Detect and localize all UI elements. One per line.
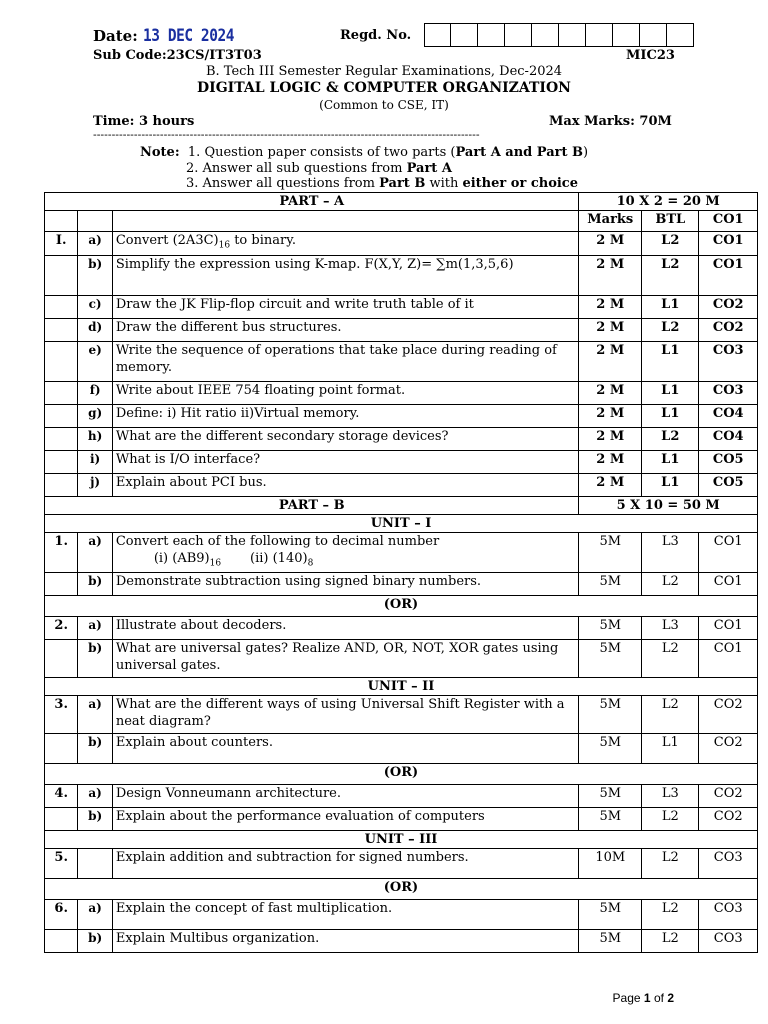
question-text: Define: i) Hit ratio ii)Virtual memory. <box>112 404 579 427</box>
regd-box[interactable] <box>532 23 559 47</box>
unit-row <box>45 831 758 849</box>
instructions-note <box>140 145 588 192</box>
empty-cell <box>78 849 112 879</box>
sub-question-label: a) <box>78 617 112 640</box>
empty-cell <box>112 211 579 232</box>
question-number: 6. <box>45 900 78 930</box>
col-btl-header: BTL <box>642 211 699 232</box>
date-field <box>93 26 250 46</box>
question-text: Draw the different bus structures. <box>112 318 579 341</box>
table-row <box>45 473 758 496</box>
marks-value: 5M <box>579 808 642 831</box>
question-text: What are universal gates? Realize AND, OR, NOT, XOR gates using universal gates. <box>112 640 579 678</box>
header-divider: -------------------------------------------------------------------------------------------------------- <box>93 128 480 141</box>
unit-1-title: UNIT – I <box>45 514 758 532</box>
co-value: CO2 <box>699 318 758 341</box>
btl-value: L1 <box>642 295 699 318</box>
sub-question-label: c) <box>78 295 112 318</box>
question-number: 2. <box>45 617 78 640</box>
unit-2-title: UNIT – II <box>45 678 758 696</box>
note-line-2-bold: Part A <box>406 160 452 176</box>
co-value: CO4 <box>699 427 758 450</box>
question-text: What are the different ways of using Universal Shift Register with a neat diagram? <box>112 696 579 734</box>
btl-value: L2 <box>642 573 699 596</box>
sub-question-label: e) <box>78 341 112 381</box>
btl-value: L3 <box>642 532 699 573</box>
sub-question-label: d) <box>78 318 112 341</box>
part-b-header-row <box>45 496 758 514</box>
of-word: of <box>653 991 664 1005</box>
regd-box[interactable] <box>424 23 451 47</box>
table-row <box>45 450 758 473</box>
sub-question-label: b) <box>78 573 112 596</box>
co-value: CO1 <box>699 232 758 256</box>
co-value: CO3 <box>699 381 758 404</box>
or-label: (OR) <box>45 879 758 900</box>
table-row <box>45 617 758 640</box>
empty-cell <box>45 427 78 450</box>
question-paper-table <box>44 192 758 953</box>
or-label: (OR) <box>45 764 758 785</box>
sub-question-label: b) <box>78 808 112 831</box>
table-row <box>45 427 758 450</box>
col-co-header: CO1 <box>699 211 758 232</box>
marks-value: 2 M <box>579 318 642 341</box>
common-to: (Common to CSE, IT) <box>319 98 449 112</box>
sub-question-label: b) <box>78 930 112 953</box>
empty-cell <box>45 341 78 381</box>
regd-box[interactable] <box>478 23 505 47</box>
table-row <box>45 255 758 295</box>
page-footer <box>613 991 674 1005</box>
or-row <box>45 764 758 785</box>
sub-question-label: a) <box>78 696 112 734</box>
marks-value: 5M <box>579 734 642 764</box>
or-row <box>45 596 758 617</box>
co-value: CO3 <box>699 900 758 930</box>
exam-title: B. Tech III Semester Regular Examinations, Dec-2024 <box>205 64 563 79</box>
marks-value: 5M <box>579 785 642 808</box>
marks-value: 2 M <box>579 295 642 318</box>
base-subscript: 16 <box>209 558 222 569</box>
btl-value: L2 <box>642 427 699 450</box>
question-text <box>112 232 579 256</box>
question-text-line: Convert each of the following to decimal number <box>115 533 440 549</box>
table-row <box>45 930 758 953</box>
table-row <box>45 900 758 930</box>
marks-value: 5M <box>579 696 642 734</box>
btl-value: L1 <box>642 341 699 381</box>
table-row <box>45 734 758 764</box>
empty-cell <box>45 808 78 831</box>
btl-value: L1 <box>642 381 699 404</box>
question-number: 1. <box>45 532 78 573</box>
marks-value: 5M <box>579 930 642 953</box>
question-text: Draw the JK Flip-flop circuit and write truth table of it <box>112 295 579 318</box>
max-marks: Max Marks: 70M <box>549 114 672 129</box>
empty-cell <box>78 211 112 232</box>
question-text: Write about IEEE 754 floating point format. <box>112 381 579 404</box>
marks-value: 10M <box>579 849 642 879</box>
co-value: CO3 <box>699 341 758 381</box>
question-text: Simplify the expression using K-map. F(X,Y, Z)= ∑m(1,3,5,6) <box>112 255 579 295</box>
empty-cell <box>45 255 78 295</box>
note-line-3-mid: with <box>425 176 463 191</box>
table-row <box>45 696 758 734</box>
marks-value: 2 M <box>579 232 642 256</box>
marks-value: 5M <box>579 640 642 678</box>
empty-cell <box>45 930 78 953</box>
empty-cell <box>45 404 78 427</box>
table-row <box>45 404 758 427</box>
base-subscript: 16 <box>218 240 231 251</box>
marks-value: 2 M <box>579 427 642 450</box>
marks-value: 5M <box>579 617 642 640</box>
btl-value: L2 <box>642 318 699 341</box>
co-value: CO4 <box>699 404 758 427</box>
empty-cell <box>45 473 78 496</box>
table-row <box>45 808 758 831</box>
regd-number-boxes[interactable] <box>424 23 694 47</box>
co-value: CO2 <box>699 295 758 318</box>
question-text: Write the sequence of operations that take place during reading of memory. <box>112 341 579 381</box>
note-line-3-bold1: Part B <box>379 176 426 191</box>
co-value: CO5 <box>699 473 758 496</box>
marks-value: 5M <box>579 900 642 930</box>
question-text: Explain addition and subtraction for signed numbers. <box>112 849 579 879</box>
question-text <box>112 532 579 573</box>
regd-box[interactable] <box>613 23 640 47</box>
regd-box[interactable] <box>451 23 478 47</box>
co-value: CO1 <box>699 640 758 678</box>
table-row <box>45 573 758 596</box>
question-text: What is I/O interface? <box>112 450 579 473</box>
unit-row <box>45 678 758 696</box>
question-number: 5. <box>45 849 78 879</box>
date-value: 13 DEC 2024 <box>142 26 234 46</box>
btl-value: L2 <box>642 849 699 879</box>
col-marks-header: Marks <box>579 211 642 232</box>
note-line-1: 1. Question paper consists of two parts ( <box>187 145 456 160</box>
co-value: CO2 <box>699 808 758 831</box>
note-line-1-bold: Part A and Part B <box>455 145 584 160</box>
sub-question-label: a) <box>78 232 112 256</box>
question-text: What are the different secondary storage devices? <box>112 427 579 450</box>
page-number: 1 <box>643 991 651 1005</box>
part-b-marks-summary: 5 X 10 = 50 M <box>579 496 758 514</box>
btl-value: L1 <box>642 734 699 764</box>
regd-box[interactable] <box>559 23 586 47</box>
date-label: Date: <box>93 27 138 45</box>
empty-cell <box>45 573 78 596</box>
regd-box[interactable] <box>586 23 613 47</box>
table-row <box>45 318 758 341</box>
question-number: I. <box>45 232 78 256</box>
marks-value: 2 M <box>579 255 642 295</box>
regd-box[interactable] <box>667 23 694 47</box>
sub-code: Sub Code:23CS/IT3T03 <box>93 48 262 63</box>
question-text: Explain Multibus organization. <box>112 930 579 953</box>
sub-question-label: b) <box>78 640 112 678</box>
sub-question-label: g) <box>78 404 112 427</box>
table-row <box>45 849 758 879</box>
marks-value: 5M <box>579 573 642 596</box>
table-row <box>45 640 758 678</box>
co-value: CO2 <box>699 785 758 808</box>
empty-cell <box>45 211 78 232</box>
table-row <box>45 785 758 808</box>
btl-value: L1 <box>642 404 699 427</box>
question-text: Explain the concept of fast multiplication. <box>112 900 579 930</box>
conversion-item-2: (ii) (140) <box>250 550 308 566</box>
empty-cell <box>45 450 78 473</box>
or-label: (OR) <box>45 596 758 617</box>
question-text: Explain about PCI bus. <box>112 473 579 496</box>
empty-cell <box>45 295 78 318</box>
table-row <box>45 232 758 256</box>
empty-cell <box>45 381 78 404</box>
btl-value: L2 <box>642 900 699 930</box>
co-value: CO2 <box>699 696 758 734</box>
note-line-3-bold2: either or choice <box>462 176 578 191</box>
sub-question-label: f) <box>78 381 112 404</box>
marks-value: 2 M <box>579 381 642 404</box>
btl-value: L3 <box>642 785 699 808</box>
co-value: CO3 <box>699 930 758 953</box>
question-text: Design Vonneumann architecture. <box>112 785 579 808</box>
unit-row <box>45 514 758 532</box>
marks-value: 5M <box>579 532 642 573</box>
btl-value: L2 <box>642 808 699 831</box>
sub-question-label: h) <box>78 427 112 450</box>
co-value: CO1 <box>699 617 758 640</box>
table-row <box>45 341 758 381</box>
page-total: 2 <box>667 991 674 1005</box>
note-label: Note: <box>140 145 180 160</box>
sub-question-label: j) <box>78 473 112 496</box>
empty-cell <box>45 640 78 678</box>
co-value: CO2 <box>699 734 758 764</box>
marks-value: 2 M <box>579 341 642 381</box>
part-a-column-header-row <box>45 211 758 232</box>
unit-3-title: UNIT – III <box>45 831 758 849</box>
marks-value: 2 M <box>579 450 642 473</box>
btl-value: L2 <box>642 232 699 256</box>
btl-value: L3 <box>642 617 699 640</box>
sub-question-label: i) <box>78 450 112 473</box>
co-value: CO1 <box>699 255 758 295</box>
part-b-title: PART – B <box>45 496 579 514</box>
question-text: Explain about counters. <box>112 734 579 764</box>
table-row <box>45 381 758 404</box>
question-number: 4. <box>45 785 78 808</box>
regd-label: Regd. No. <box>340 28 412 43</box>
question-number: 3. <box>45 696 78 734</box>
marks-value: 2 M <box>579 404 642 427</box>
exam-time: Time: 3 hours <box>93 114 195 129</box>
part-a-header-row <box>45 193 758 211</box>
note-line-1-end: ) <box>583 145 589 160</box>
sub-question-label: a) <box>78 532 112 573</box>
sub-question-label: b) <box>78 255 112 295</box>
co-value: CO1 <box>699 573 758 596</box>
table-row <box>45 532 758 573</box>
question-text: Explain about the performance evaluation of computers <box>112 808 579 831</box>
btl-value: L2 <box>642 255 699 295</box>
question-text-part: Convert (2A3C) <box>115 233 219 248</box>
co-value: CO3 <box>699 849 758 879</box>
btl-value: L2 <box>642 930 699 953</box>
question-text-part: to binary. <box>230 233 296 248</box>
co-value: CO5 <box>699 450 758 473</box>
btl-value: L2 <box>642 640 699 678</box>
or-row <box>45 879 758 900</box>
course-title: DIGITAL LOGIC & COMPUTER ORGANIZATION <box>197 80 571 96</box>
question-text: Demonstrate subtraction using signed binary numbers. <box>112 573 579 596</box>
empty-cell <box>45 318 78 341</box>
co-value: CO1 <box>699 532 758 573</box>
sub-question-label: b) <box>78 734 112 764</box>
regd-box[interactable] <box>640 23 667 47</box>
sub-question-label: a) <box>78 785 112 808</box>
part-a-marks-summary: 10 X 2 = 20 M <box>579 193 758 211</box>
table-row <box>45 295 758 318</box>
sub-question-label: a) <box>78 900 112 930</box>
base-subscript: 8 <box>307 558 314 569</box>
regulation-code: MIC23 <box>626 48 675 63</box>
page-word: Page <box>612 991 641 1005</box>
marks-value: 2 M <box>579 473 642 496</box>
question-text: Illustrate about decoders. <box>112 617 579 640</box>
regd-box[interactable] <box>505 23 532 47</box>
empty-cell <box>45 734 78 764</box>
btl-value: L2 <box>642 696 699 734</box>
btl-value: L1 <box>642 473 699 496</box>
note-line-2: 2. Answer all sub questions from <box>186 160 407 176</box>
btl-value: L1 <box>642 450 699 473</box>
part-a-title: PART – A <box>45 193 579 211</box>
note-line-3: 3. Answer all questions from <box>186 176 380 191</box>
conversion-item-1: (i) (AB9) <box>153 550 210 566</box>
